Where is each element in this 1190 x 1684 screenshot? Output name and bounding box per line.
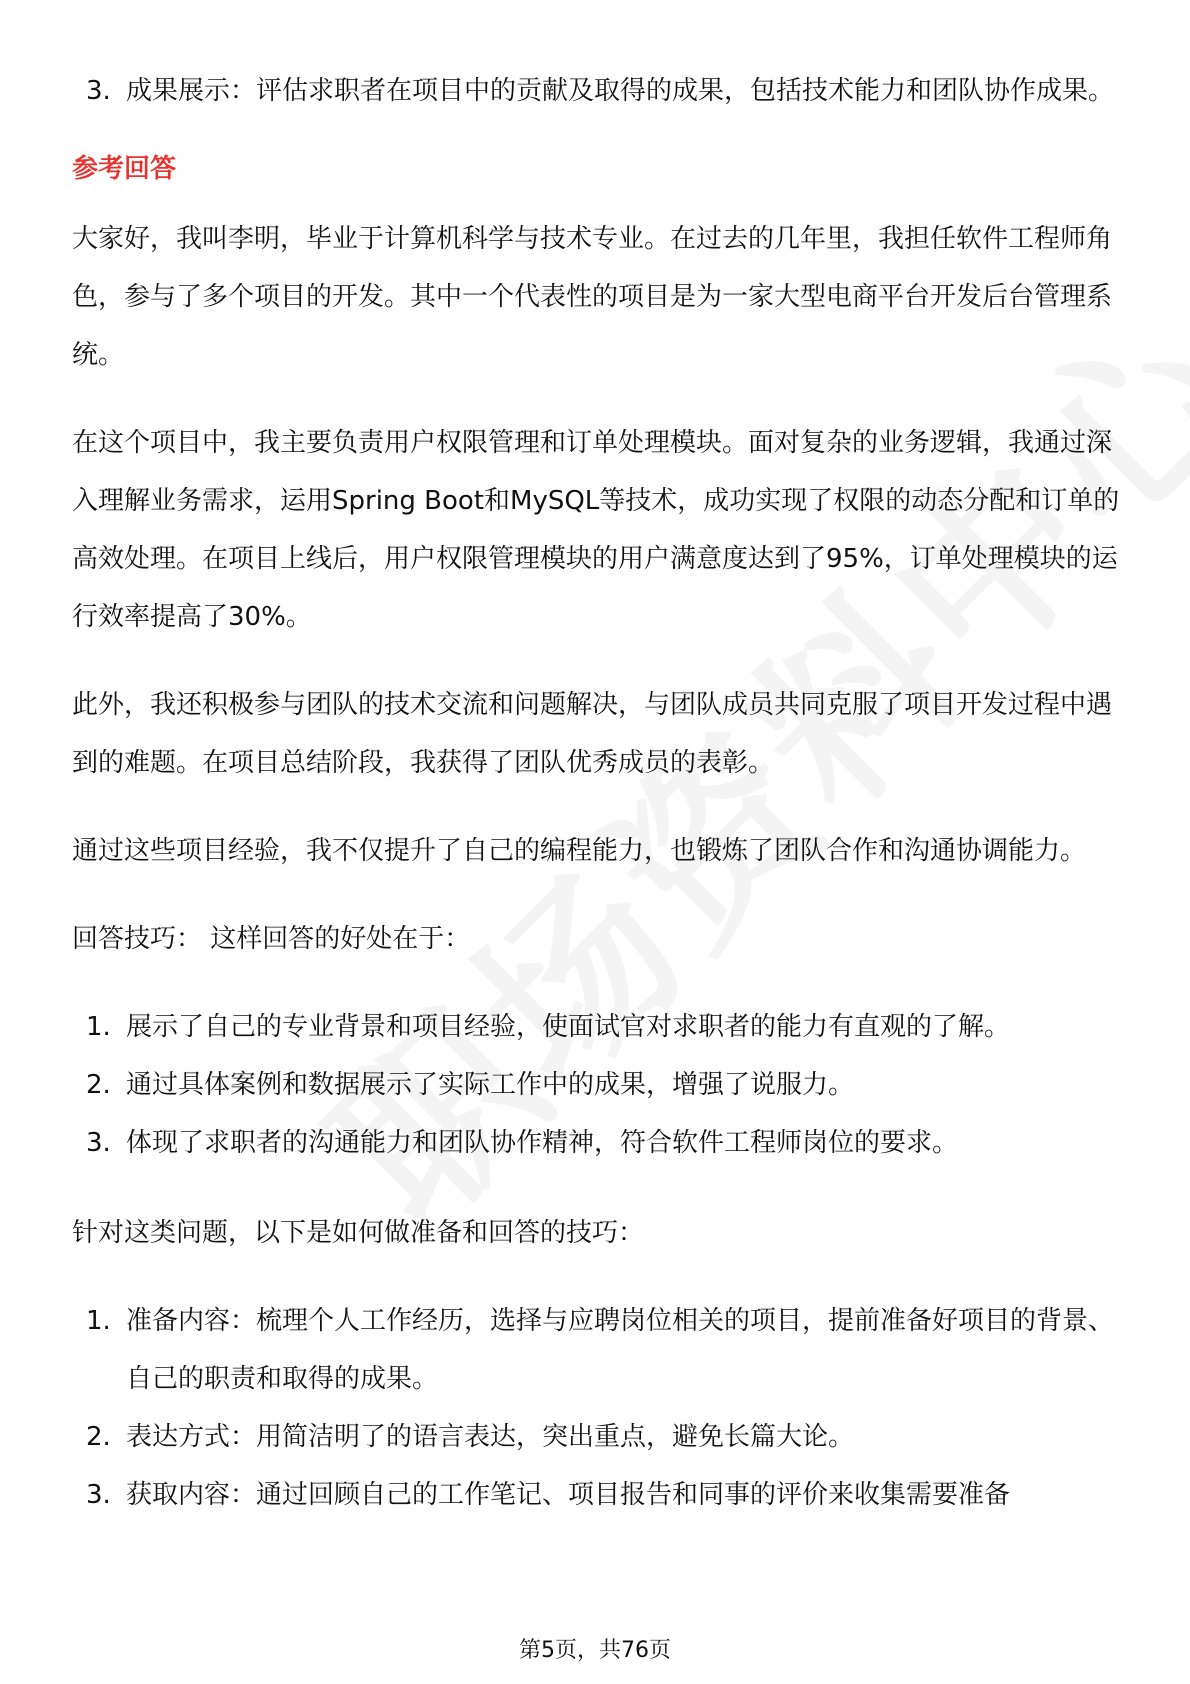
list-item-text: 准备内容：梳理个人工作经历，选择与应聘岗位相关的项目，提前准备好项目的背景、自己的职责和取得的成果。 — [126, 1306, 1115, 1394]
list-item-text: 体现了求职者的沟通能力和团队协作精神，符合软件工程师岗位的要求。 — [126, 1128, 959, 1158]
answer-paragraph: 此外，我还积极参与团队的技术交流和问题解决，与团队成员共同克服了项目开发过程中遇到的难题。在项目总结阶段，我获得了团队优秀成员的表彰。 — [72, 690, 1113, 778]
list-item-number: 3. — [86, 76, 111, 106]
list-item — [72, 1114, 1122, 1172]
prep-list — [72, 1292, 1122, 1524]
list-item-number: 3. — [86, 1128, 111, 1158]
tips-intro: 回答技巧： 这样回答的好处在于： — [72, 924, 471, 954]
list-item-text: 展示了自己的专业背景和项目经验，使面试官对求职者的能力有直观的了解。 — [126, 1012, 1011, 1042]
list-item-number: 1. — [86, 1012, 111, 1042]
list-item-number: 3. — [86, 1480, 111, 1510]
list-item — [72, 1466, 1122, 1524]
list-item-text: 通过具体案例和数据展示了实际工作中的成果，增强了说服力。 — [126, 1070, 855, 1100]
list-item — [72, 1408, 1122, 1466]
answer-paragraph: 大家好，我叫李明，毕业于计算机科学与技术专业。在过去的几年里，我担任软件工程师角色，参与了多个项目的开发。其中一个代表性的项目是为一家大型电商平台开发后台管理系统。 — [72, 224, 1113, 370]
list-item-number: 1. — [86, 1306, 111, 1336]
list-item-text: 表达方式：用简洁明了的语言表达，突出重点，避免长篇大论。 — [126, 1422, 855, 1452]
list-item — [72, 62, 1122, 120]
list-item-number: 2. — [86, 1422, 111, 1452]
document-body — [72, 62, 1122, 1556]
reference-answer-heading: 参考回答 — [72, 154, 177, 184]
list-item-number: 2. — [86, 1070, 111, 1100]
tips-list — [72, 998, 1122, 1172]
answer-paragraph: 通过这些项目经验，我不仅提升了自己的编程能力，也锻炼了团队合作和沟通协调能力。 — [72, 836, 1087, 866]
list-item-text: 获取内容：通过回顾自己的工作笔记、项目报告和同事的评价来收集需要准备 — [126, 1480, 1011, 1510]
page-number: 第5页，共76页 — [519, 1638, 671, 1663]
prep-intro: 针对这类问题，以下是如何做准备和回答的技巧： — [72, 1218, 645, 1248]
criteria-list — [72, 62, 1122, 120]
list-item — [72, 1292, 1122, 1408]
list-item — [72, 998, 1122, 1056]
answer-paragraph: 在这个项目中，我主要负责用户权限管理和订单处理模块。面对复杂的业务逻辑，我通过深入理解业务需求，运用Spring Boot和MySQL等技术，成功实现了权限的动态分配和订单的高效处理。在项目上线后，用户权限管理模块的用户满意度达到了95%，订单处理模块的运行效率提高了30%。 — [72, 428, 1120, 632]
list-item — [72, 1056, 1122, 1114]
list-item-text: 成果展示：评估求职者在项目中的贡献及取得的成果，包括技术能力和团队协作成果。 — [126, 76, 1115, 106]
